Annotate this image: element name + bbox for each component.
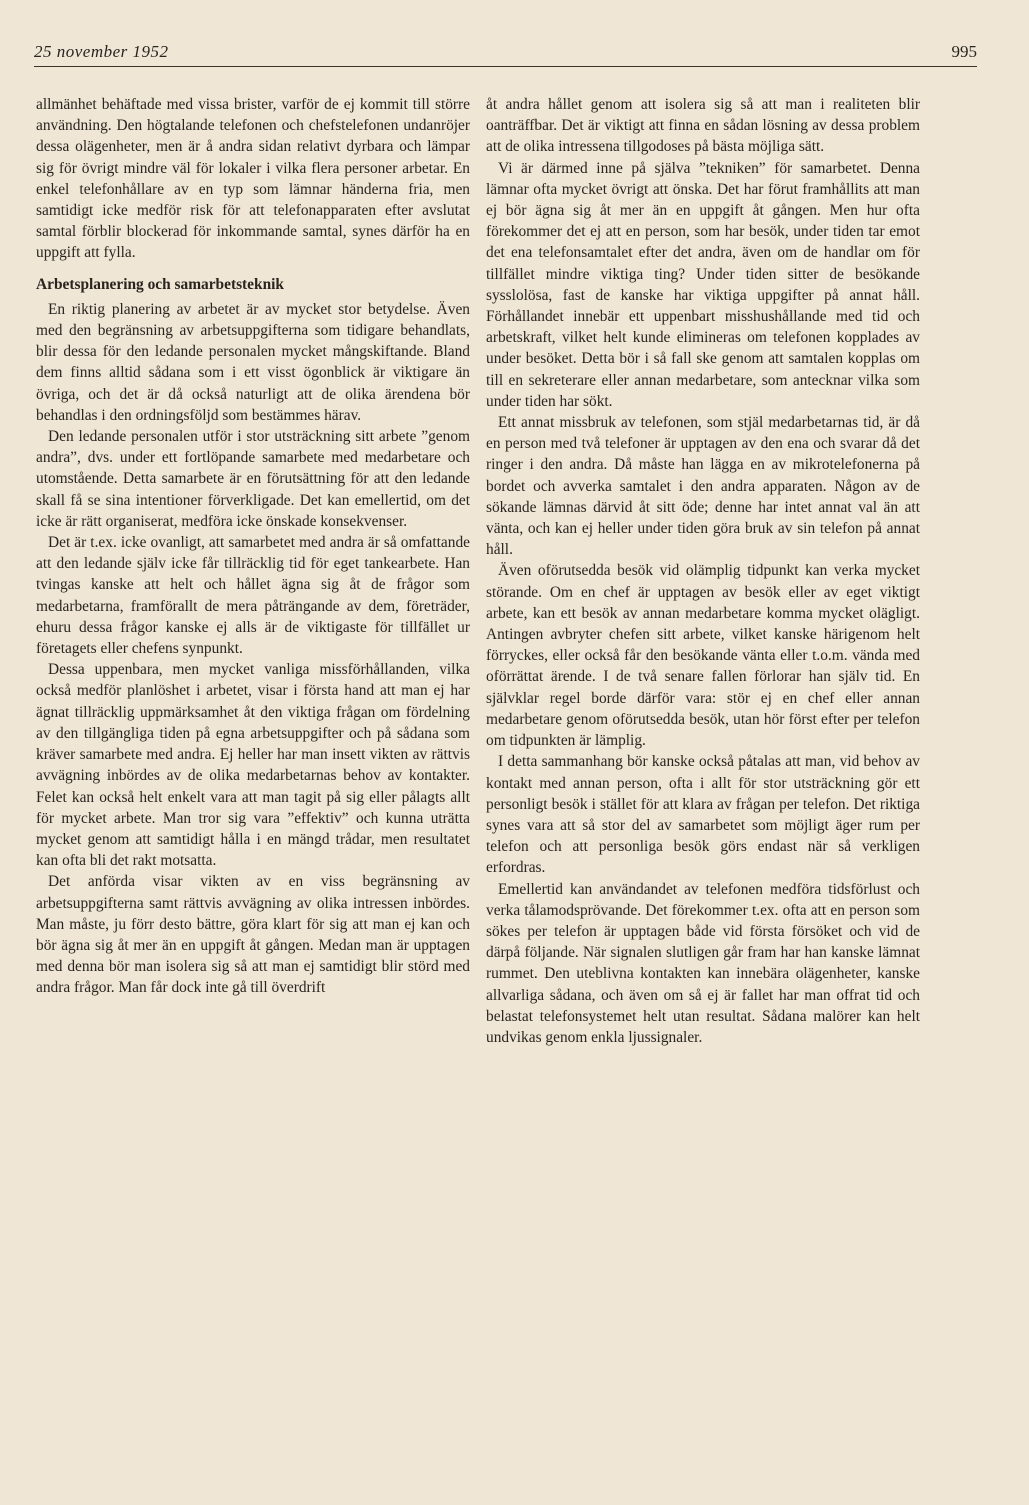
paragraph: Emellertid kan användandet av telefonen medföra tidsförlust och verka tålamodsprövande. Det förekommer t.ex. ofta att en person som sökes per telefon är upptagen både vid första försöket och vid de därpå följande. När signalen slutligen går fram har han kanske lämnat rummet. Den uteblivna kontakten kan innebära olägenheter, kanske allvarliga sådana, och även om så ej är fallet har man offrat tid och belastat telefonsystemet helt utan resultat. Sådana malörer kan helt undvikas genom enkla ljussignaler. — [486, 880, 920, 1046]
paragraph: Även oförutsedda besök vid olämplig tidpunkt kan verka mycket störande. Om en chef är upptagen av besök eller av eget viktigt arbete, kan ett besök av annan medarbetare komma mycket olägligt. Antingen avbryter chefen sitt arbete, vilket kanske härigenom helt förryckes, eller också får den besökande vänta eller t.o.m. vända med oförrättat ärende. I de två senare fallen förlorar han själv tid. En självklar regel borde därför vara: stör ej en chef eller annan medarbetare genom oförutsedda besök, utan hör först efter per telefon om tidpunkten är lämplig. — [486, 562, 920, 750]
page-number: 995 — [951, 42, 977, 61]
paragraph: Dessa uppenbara, men mycket vanliga missförhållanden, vilka också medför planlöshet i arbetet, visar i första hand att man ej har ägnat tillräcklig uppmärksamhet åt den viktiga frågan om fördelning av den tillgängliga tiden på egna arbetsuppgifter och på sådana som kräver samarbete med andra. Ej heller har man insett vikten av rättvis avvägning inbördes av de olika medarbetarnas behov av kontakter. Felet kan också helt enkelt vara att man tagit på sig eller pålagts allt för mycket arbete. Man tror sig vara ”effektiv” och kunna uträtta mycket genom att samtidigt hålla i en mängd trådar, men resultatet kan ofta bli det rakt motsatta. — [36, 661, 470, 870]
paragraph: En riktig planering av arbetet är av mycket stor betydelse. Även med den begränsning av arbetsuppgifterna som tidigare behandlats, blir dessa för den ledande personalen mycket mångskiftande. Bland dem finns alltid sådana som i ett visst ögonblick är viktigare än övriga, och det är då också naturligt att de olika ärendena bör behandlas i den ordningsföljd som bestämmes härav. — [36, 300, 470, 424]
paragraph: Vi är därmed inne på själva ”tekniken” för samarbetet. Denna lämnar ofta mycket övrigt att önska. Det har förut framhållits att man ej bör ägna sig åt mer än en uppgift åt gången. Men hur ofta förekommer det ej att en person, som har besök, under tiden tar emot det ena telefonsamtalet efter det andra, även om de handlar om för tillfället mindre viktiga ting? Under tiden sitter de besökande sysslolösa, fast de kanske har viktiga uppgifter på annat håll. Förhållandet innebär ett uppenbart misshushållande med tid och arbetskraft, vilket helt kunde elimineras om telefonen kopplades av under besöket. Detta bör i så fall ske genom att samtalen kopplas om till en sekreterare eller annan medarbetare, som antecknar vilka som under tiden har sökt. — [486, 159, 920, 410]
paragraph: Det anförda visar vikten av en viss begränsning av arbetsuppgifterna samt rättvis avvägning av olika intressen inbördes. Man måste, ju förr desto bättre, göra klart för sig att man ej kan och bör ägna sig åt mer än en uppgift åt gången. Medan man är upptagen med denna bör man isolera sig så att man ej samtidigt blir störd med andra frågor. Man får dock inte gå till överdrift — [36, 873, 470, 997]
paragraph: åt andra hållet genom att isolera sig så att man i realiteten blir oanträffbar. Det är viktigt att finna en sådan lösning av dessa problem att de olika intressena tillgodoses på bästa möjliga sätt. — [486, 96, 920, 156]
paragraph: allmänhet behäftade med vissa brister, varför de ej kommit till större användning. Den högtalande telefonen och chefstelefonen undanröjer dessa olägenheter, men är å andra sidan relativt dyrbara och lämpar sig för övrigt mindre väl för lokaler i vilka flera personer arbetar. En enkel telefonhållare av en typ som lämnar händerna fria, men samtidigt icke medför risk för att telefonapparaten efter avslutat samtal förblir blockerad för inkommande samtal, synes därför ha en uppgift att fylla. — [36, 96, 470, 262]
paragraph: Den ledande personalen utför i stor utsträckning sitt arbete ”genom andra”, dvs. under ett fortlöpande samarbete med medarbetare och utomstående. Detta samarbete är en förutsättning för att den ledande skall få se sina intentioner förverkligade. Det kan emellertid, om det icke är rätt organiserat, medföra icke önskade konsekvenser. — [36, 428, 470, 530]
section-heading: Arbetsplanering och samarbetsteknik — [36, 275, 284, 293]
page-header — [34, 40, 977, 67]
left-column — [36, 94, 470, 999]
paragraph: I detta sammanhang bör kanske också påtalas att man, vid behov av kontakt med annan person, ofta i allt för stor utsträckning gör ett personligt besök i stället för att klara av frågan per telefon. Det riktiga synes vara att så stor del av samarbetet som möjligt äger rum per telefon och att personliga besök görs endast när så verkligen erfordras. — [486, 753, 920, 877]
right-column — [486, 94, 920, 1048]
issue-date: 25 november 1952 — [34, 42, 169, 61]
paragraph: Ett annat missbruk av telefonen, som stjäl medarbetarnas tid, är då en person med två telefoner är upptagen av den ena och svarar då det ringer i den andra. Då måste han lägga en av mikrotelefonerna på bordet och avverka samtalet i den andra apparaten. Någon av de sökande lämnas därvid åt sitt öde; denne har intet annat val än att vänta, och kan ej heller under tiden göra bruk av sin telefon på annat håll. — [486, 414, 920, 559]
paragraph: Det är t.ex. icke ovanligt, att samarbetet med andra är så omfattande att den ledande själv icke får tillräcklig tid för eget tankearbete. Han tvingas kanske att helt och hållet ägna sig åt de frågor som medarbetarna, framförallt de mera påträngande av dem, företräder, ehuru dessa frågor kanske ej alls är de viktigaste för tillfället ur företagets eller chefens synpunkt. — [36, 534, 470, 658]
